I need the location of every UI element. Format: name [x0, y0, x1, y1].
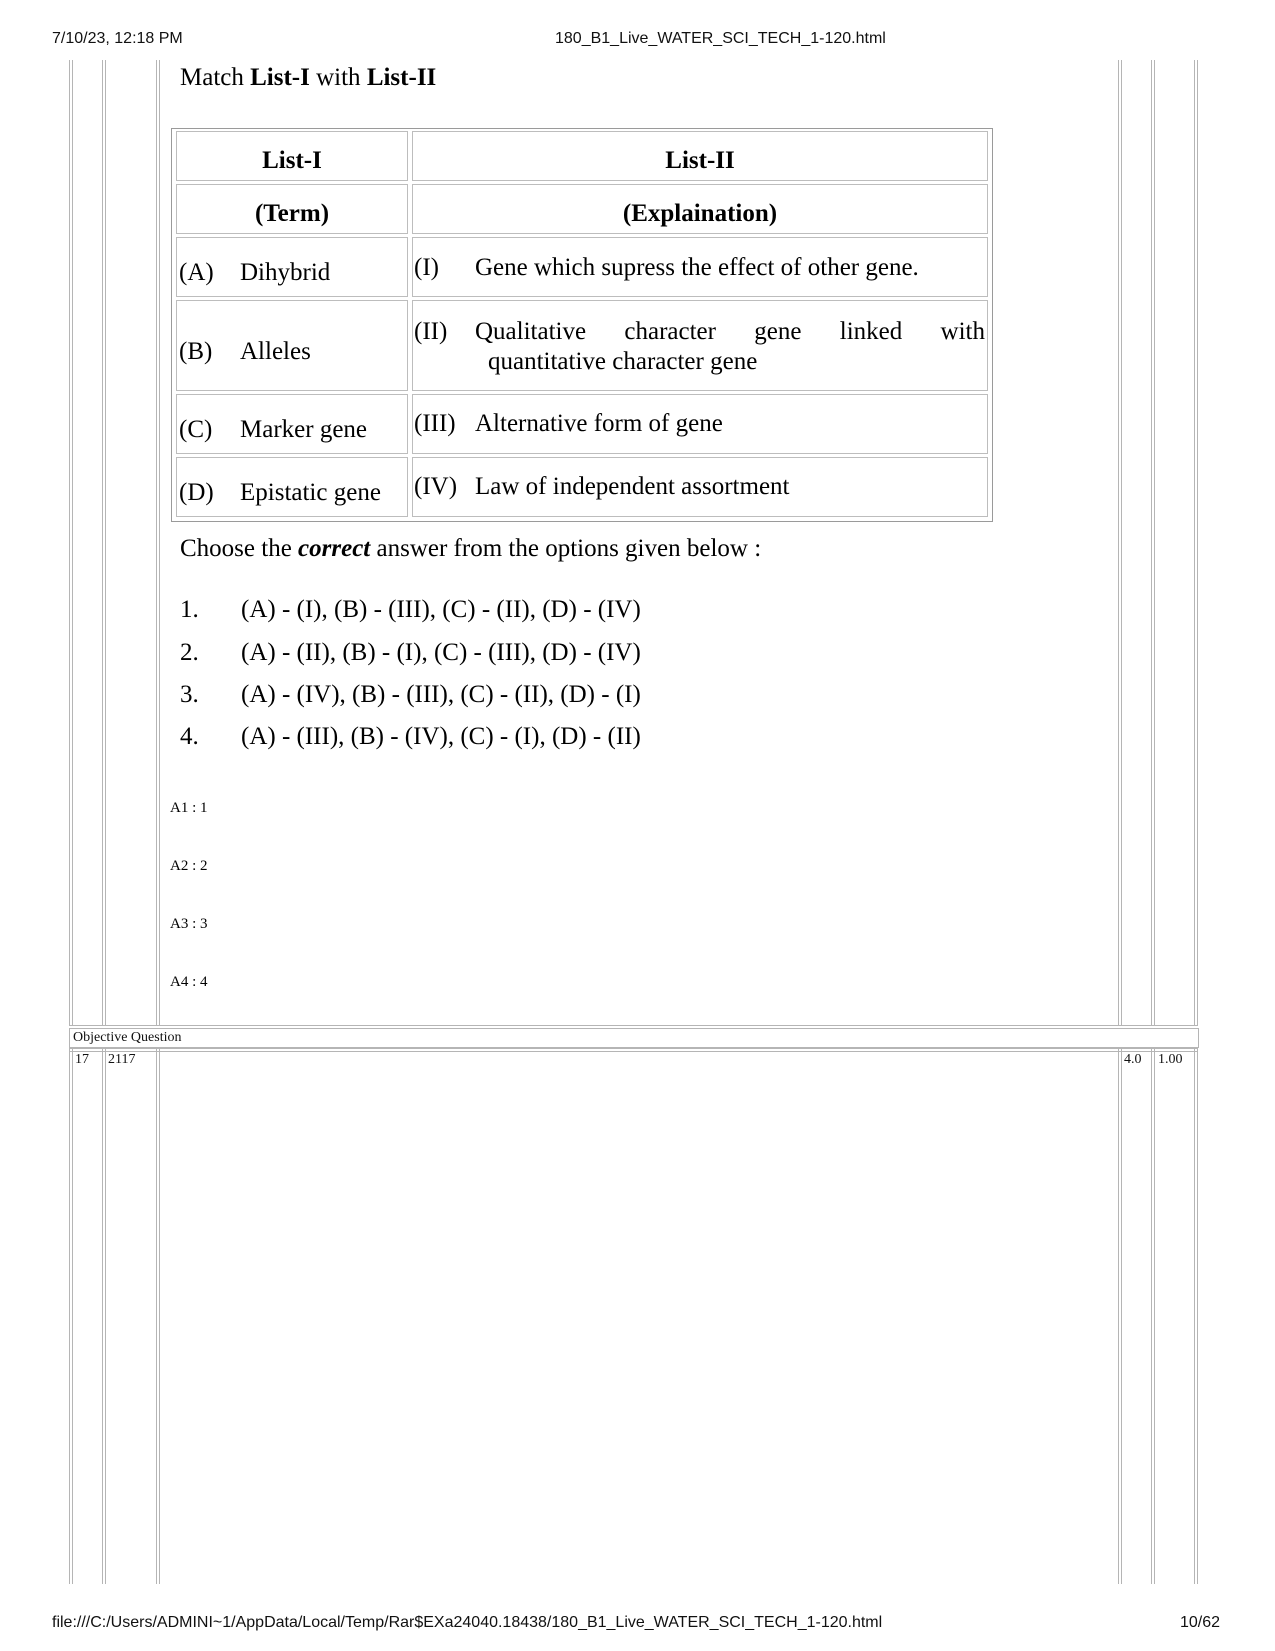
- frame-line: [69, 60, 70, 1026]
- frame-line: [72, 60, 73, 1026]
- option-text: (A) - (III), (B) - (IV), (C) - (I), (D) - (II): [241, 723, 641, 750]
- frame-line: [105, 1048, 106, 1584]
- print-page-number: 10/62: [1180, 1614, 1221, 1631]
- frame-line: [102, 60, 103, 1026]
- frame-line: [1197, 60, 1198, 1026]
- frame-line: [72, 1048, 73, 1584]
- row-iv-key: (IV): [414, 473, 458, 500]
- option-number: 4.: [180, 723, 199, 750]
- frame-line: [1194, 60, 1195, 1026]
- frame-line: [156, 60, 157, 1026]
- print-doc-title: 180_B1_Live_WATER_SCI_TECH_1-120.html: [555, 30, 886, 47]
- row-iii-key: (III): [414, 410, 456, 437]
- frame-line: [1121, 1048, 1122, 1584]
- row-iv-explanation: Law of independent assortment: [475, 473, 790, 500]
- list1-heading: List-I: [262, 147, 322, 174]
- frame-line: [1151, 1048, 1152, 1584]
- frame-line: [1151, 60, 1152, 1026]
- answer-key: A2 : 2: [170, 858, 208, 874]
- row-i-explanation: Gene which supress the effect of other gene.: [475, 254, 919, 281]
- question-id: 2117: [108, 1052, 136, 1067]
- row-ii-key: (II): [414, 318, 448, 345]
- frame-line: [102, 1048, 103, 1584]
- question-type-label: Objective Question: [73, 1030, 182, 1045]
- question-title: Match List-I with List-II: [180, 64, 437, 91]
- row-a-term: Dihybrid: [240, 259, 331, 286]
- print-file-path: file:///C:/Users/ADMINI~1/AppData/Local/Temp/Rar$EXa24040.18438/180_B1_Live_WATER_SCI_TECH_1-120.html: [52, 1614, 883, 1631]
- answer-key: A3 : 3: [170, 916, 208, 932]
- row-d-term: Epistatic gene: [240, 479, 381, 506]
- question-type-row: [69, 1028, 1199, 1048]
- frame-line: [1197, 1048, 1198, 1584]
- option-text: (A) - (IV), (B) - (III), (C) - (II), (D) - (I): [241, 681, 641, 708]
- instruction-text: Choose the correct answer from the options given below :: [180, 535, 762, 562]
- option-number: 3.: [180, 681, 199, 708]
- frame-line: [105, 60, 106, 1026]
- print-datetime: 7/10/23, 12:18 PM: [52, 30, 183, 47]
- row-b-key: (B): [179, 338, 213, 365]
- frame-line: [69, 1025, 1198, 1026]
- row-iii-explanation: Alternative form of gene: [475, 410, 723, 437]
- question-serial-number: 17: [75, 1052, 89, 1067]
- frame-line: [156, 1048, 157, 1584]
- frame-line: [69, 1048, 1198, 1049]
- list1-subheading: (Term): [254, 200, 330, 227]
- frame-line: [159, 1048, 160, 1584]
- row-ii-explanation-line1: Qualitative character gene linked with: [475, 318, 985, 345]
- row-b-term: Alleles: [240, 338, 311, 365]
- option-number: 2.: [180, 639, 199, 666]
- option-text: (A) - (II), (B) - (I), (C) - (III), (D) - (IV): [241, 639, 641, 666]
- frame-line: [69, 1048, 70, 1584]
- frame-line: [1118, 60, 1119, 1026]
- frame-line: [1194, 1048, 1195, 1584]
- question-negative-marks: 1.00: [1158, 1052, 1183, 1067]
- frame-line: [1118, 1048, 1119, 1584]
- answer-key: A4 : 4: [170, 974, 208, 990]
- option-text: (A) - (I), (B) - (III), (C) - (II), (D) - (IV): [241, 596, 641, 623]
- frame-line: [159, 60, 160, 1026]
- frame-line: [1154, 1048, 1155, 1584]
- list2-subheading: (Explaination): [622, 200, 778, 227]
- row-a-key: (A): [179, 259, 214, 286]
- row-d-key: (D): [179, 479, 214, 506]
- answer-key: A1 : 1: [170, 800, 208, 816]
- frame-line: [1121, 60, 1122, 1026]
- list2-heading: List-II: [665, 147, 735, 174]
- row-ii-explanation-line2: quantitative character gene: [488, 348, 758, 375]
- row-i-key: (I): [414, 254, 439, 281]
- row-c-term: Marker gene: [240, 416, 368, 443]
- question-marks: 4.0: [1124, 1052, 1142, 1067]
- option-number: 1.: [180, 596, 199, 623]
- row-c-key: (C): [179, 416, 213, 443]
- frame-line: [1154, 60, 1155, 1026]
- frame-line: [69, 1051, 1198, 1052]
